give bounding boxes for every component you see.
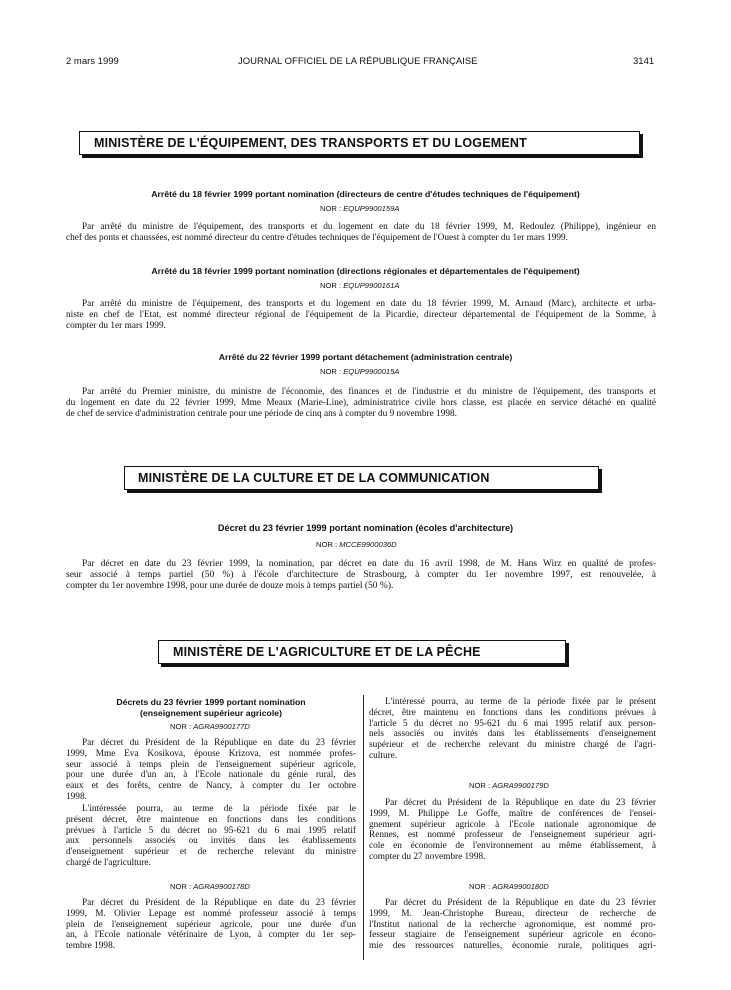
section-heading-box: [124, 466, 599, 490]
header-date: 2 mars 1999: [66, 56, 119, 67]
decree-text: L'intéressée pourra, au terme de la période fixée par le présent décret, être maintenue en fonctions dans les conditions prévues à l'article 5 du décret no 95-621 du 6 mai 1995 relatif aux personnels associés ou invités dans les établissements d'enseignement supérieur et de recherche relevant du ministre chargé de l'agriculture.: [66, 804, 356, 868]
header-page-number: 3141: [633, 56, 655, 67]
section-heading-box: [158, 640, 566, 664]
act-text: Par arrêté du Premier ministre, du ministre de l'économie, des finances et de l'industrie et du ministre de l'équipement, des transports et du logement en date du 22 février 1999, Mme Meaux (Marie-Line), administratrice civile hors classe, est placée en service détaché en qualité de chef de service d'administration centrale pour une période de cinq ans à compter du 9 novembre 1998.: [66, 387, 656, 419]
section-heading: MINISTÈRE DE L'ÉQUIPEMENT, DES TRANSPORTS ET DU LOGEMENT: [94, 136, 527, 150]
section-heading-box: [79, 131, 640, 155]
nor-reference: NOR : EQUP9900015A: [320, 367, 400, 376]
nor-reference: NOR : EQUP9900161A: [320, 281, 400, 290]
header-journal-title: JOURNAL OFFICIEL DE LA RÉPUBLIQUE FRANÇAISE: [238, 56, 478, 67]
column-divider: [363, 695, 364, 960]
act-text: Par arrêté du ministre de l'équipement, des transports et du logement en date du 18 février 1999, M. Redoulez (Philippe), ingénieur en chef des ponts et chaussées, est nommé directeur du centre d'études techniques de l'équipement de l'Ouest à compter du 1er mars 1999.: [66, 222, 656, 243]
act-title: Arrêté du 18 février 1999 portant nomination (directeurs de centre d'études techniques de l'équipement): [151, 189, 580, 199]
section-heading: MINISTÈRE DE L'AGRICULTURE ET DE LA PÊCHE: [173, 645, 481, 659]
decree-text: Par décret du Président de la République en date du 23 février 1999, M. Olivier Lepage est nommé professeur associé à temps plein de l'enseignement supérieur agricole, pour une durée d'un an, à l'Ecole nationale vétérinaire de Lyon, à compter du 1er sep- tembre 1998.: [66, 898, 356, 952]
act-title: Décrets du 23 février 1999 portant nomination: [116, 697, 306, 707]
nor-reference: NOR : EQUP9900159A: [320, 204, 400, 213]
act-title: Arrêté du 22 février 1999 portant détachement (administration centrale): [218, 352, 513, 362]
section-heading: MINISTÈRE DE LA CULTURE ET DE LA COMMUNICATION: [138, 471, 490, 485]
nor-reference: NOR : AGRA9900179D: [469, 781, 549, 790]
act-text: Par décret en date du 23 février 1999, la nomination, par décret en date du 16 avril 1998, de M. Hans Wirz en qualité de profes- seur associé à temps partiel (50 %) à l'école d'architecture de Strasbourg, à compter du 1er novembre 1997, est renouvelée, à compter du 1er novembre 1998, pour une durée de douze mois à temps partiel (50 %).: [66, 559, 656, 592]
act-title: Décret du 23 février 1999 portant nomination (écoles d'architecture): [217, 523, 514, 533]
act-title: Arrêté du 18 février 1999 portant nomination (directions régionales et départementales de l'équipement): [151, 266, 580, 276]
decree-text: Par décret du Président de la République en date du 23 février 1999, Mme Eva Kosikova, épouse Krizova, est nommée profes- seur associé à temps plein de l'enseignement supérieur agricole, pour une durée d'un an, à l'Ecole nationale du génie rural, des eaux et des forêts, centre de Nancy, à compter du 1er octobre 1998.: [66, 738, 356, 802]
act-text: Par arrêté du ministre de l'équipement, des transports et du logement en date du 18 février 1999, M. Arnaud (Marc), architecte et urba- niste en chef de l'Etat, est nommé directeur régional de l'équipement de la Picardie, directeur départemental de l'équipement de la Somme, à compter du 1er mars 1999.: [66, 299, 656, 331]
act-title-subject: (enseignement supérieur agricole): [140, 708, 282, 718]
decree-text: Par décret du Président de la République en date du 23 février 1999, M. Jean-Christophe Bureau, directeur de recherche de l'Institut national de la recherche agronomique, est nommé pro- fesseur stagiaire de l'enseignement supérieur agricole en écono- mie des ressources naturelles, économie rurale, politiques agri-: [369, 898, 656, 952]
nor-reference: NOR : AGRA9900177D: [170, 722, 250, 731]
nor-reference: NOR : AGRA9900180D: [469, 882, 549, 891]
decree-text: Par décret du Président de la République en date du 23 février 1999, M. Philippe Le Goffe, maître de conférences de l'ensei- gnement supérieur agricole à l'Ecole nationale agronomique de Rennes, est nommé professeur de l'enseignement supérieur agri- cole en économie de l'environnement au même établissement, à compter du 27 novembre 1998.: [369, 798, 656, 862]
nor-reference: NOR : MCCE9900036D: [316, 540, 397, 549]
nor-reference: NOR : AGRA9900178D: [170, 882, 250, 891]
decree-text: L'intéressé pourra, au terme de la période fixée par le présent décret, être maintenu en fonctions dans les conditions prévues à l'article 5 du décret no 95-621 du 6 mai 1995 relatif aux person- nels associés ou invités dans les établissements d'enseignement supérieur et de recherche relevant du ministre chargé de l'agri- culture.: [369, 697, 656, 761]
